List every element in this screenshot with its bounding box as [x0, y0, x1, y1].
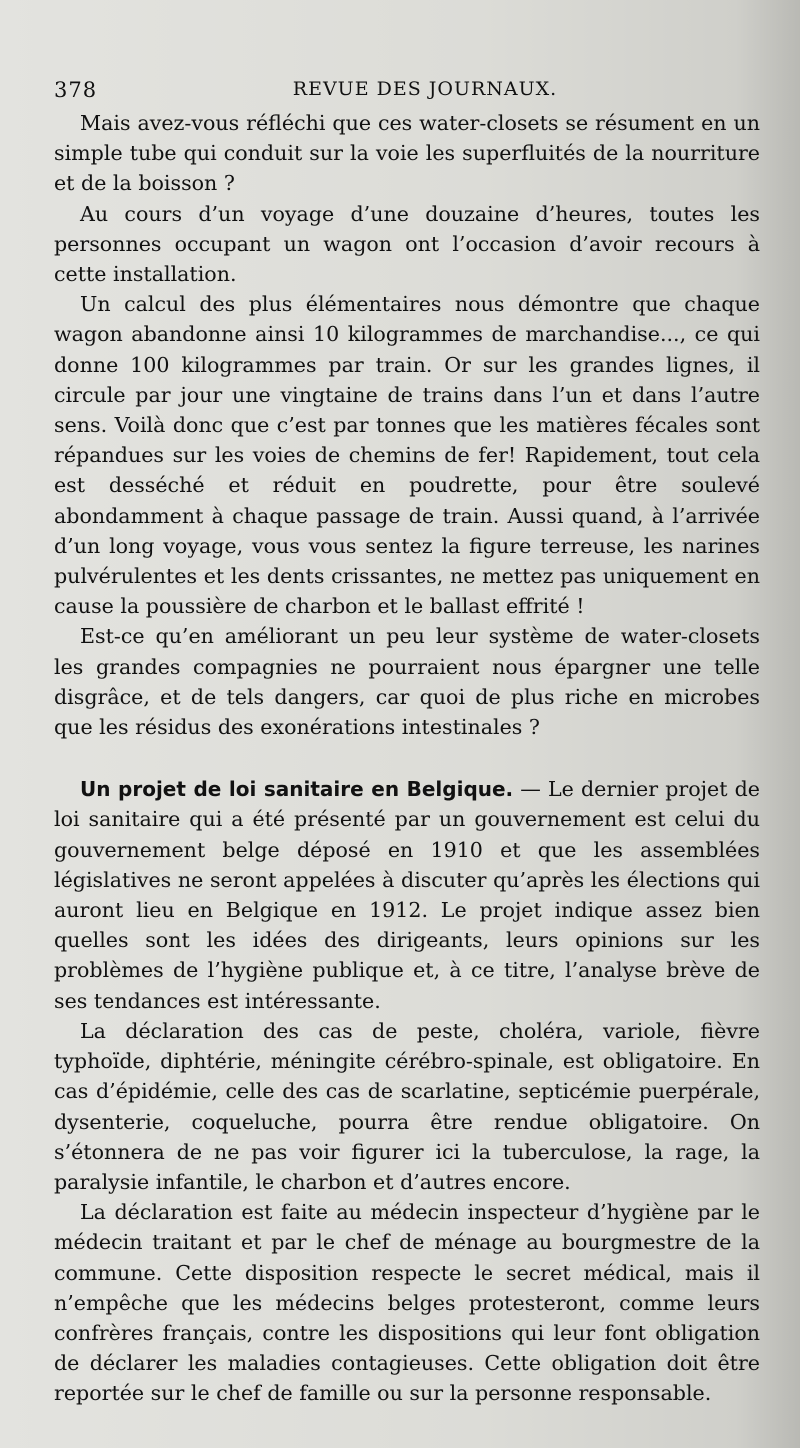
paragraph-5	[54, 774, 760, 1016]
page-number: 378	[54, 78, 98, 102]
paragraph-7: La déclaration est faite au médecin inspecteur d’hygiène par le médecin traitant et par le chef de ménage au bourgmestre de la commune. Cette disposition respecte le secret médical, mais il n’empêche que les médecins belges protesteront, comme leurs confrères français, contre les dispositions qui leur font obligation de déclarer les maladies contagieuses. Cette obligation doit être reportée sur le chef de famille ou sur la personne responsable.	[54, 1200, 760, 1406]
paragraph-3: Un calcul des plus élémentaires nous démontre que chaque wagon abandonne ainsi 10 kilogrammes de marchandise..., ce qui donne 100 kilogrammes par train. Or sur les grandes lignes, il circule par jour une vingtaine de trains dans l’un et dans l’autre sens. Voilà donc que c’est par tonnes que les matières fécales sont répandues sur les voies de chemins de fer! Rapidement, tout cela est desséché et réduit en poudrette, pour être soulevé abondamment à chaque passage de train. Aussi quand, à l’arrivée d’un long voyage, vous vous sentez la figure terreuse, les narines pulvérulentes et les dents crissantes, ne mettez pas uniquement en cause la poussière de charbon et le ballast effrité !	[54, 292, 760, 619]
paragraph-2: Au cours d’un voyage d’une douzaine d’heures, toutes les personnes occupant un wagon ont l’occasion d’avoir recours à cette installation.	[54, 201, 760, 287]
paragraph-6: La déclaration des cas de peste, choléra, variole, fièvre typhoïde, diphtérie, méningite cérébro-spinale, est obligatoire. En cas d’épidémie, celle des cas de scarlatine, septicémie puerpérale, dysenterie, coqueluche, pourra être rendue obligatoire. On s’étonnera de ne pas voir figurer ici la tuberculose, la rage, la paralysie infantile, le charbon et d’autres encore.	[54, 1018, 760, 1194]
paragraph-5-text: — Le dernier projet de loi sanitaire qui a été présenté par un gouvernement est celui du gouvernement belge déposé en 1910 et que les assemblées législatives ne seront appelées à discuter qu’après les élections qui auront lieu en Belgique en 1912. Le projet indique assez bien quelles sont les idées des dirigeants, leurs opinions sur les problèmes de l’hygiène publique et, à ce titre, l’analyse brève de ses tendances est intéressante.	[54, 777, 760, 1013]
paragraph-1: Mais avez-vous réfléchi que ces water-closets se résument en un simple tube qui conduit sur la voie les superfluités de la nourriture et de la boisson ?	[54, 111, 760, 196]
paragraph-4: Est-ce qu’en améliorant un peu leur système de water-closets les grandes compagnies ne pourraient nous épargner une telle disgrâce, et de tels dangers, car quoi de plus riche en microbes que les résidus des exonérations intestinales ?	[54, 624, 760, 740]
section-spacer	[54, 742, 760, 774]
running-header	[54, 74, 760, 108]
journal-title: REVUE DES JOURNAUX.	[292, 78, 558, 100]
section-title: Un projet de loi sanitaire en Belgique.	[80, 777, 514, 802]
